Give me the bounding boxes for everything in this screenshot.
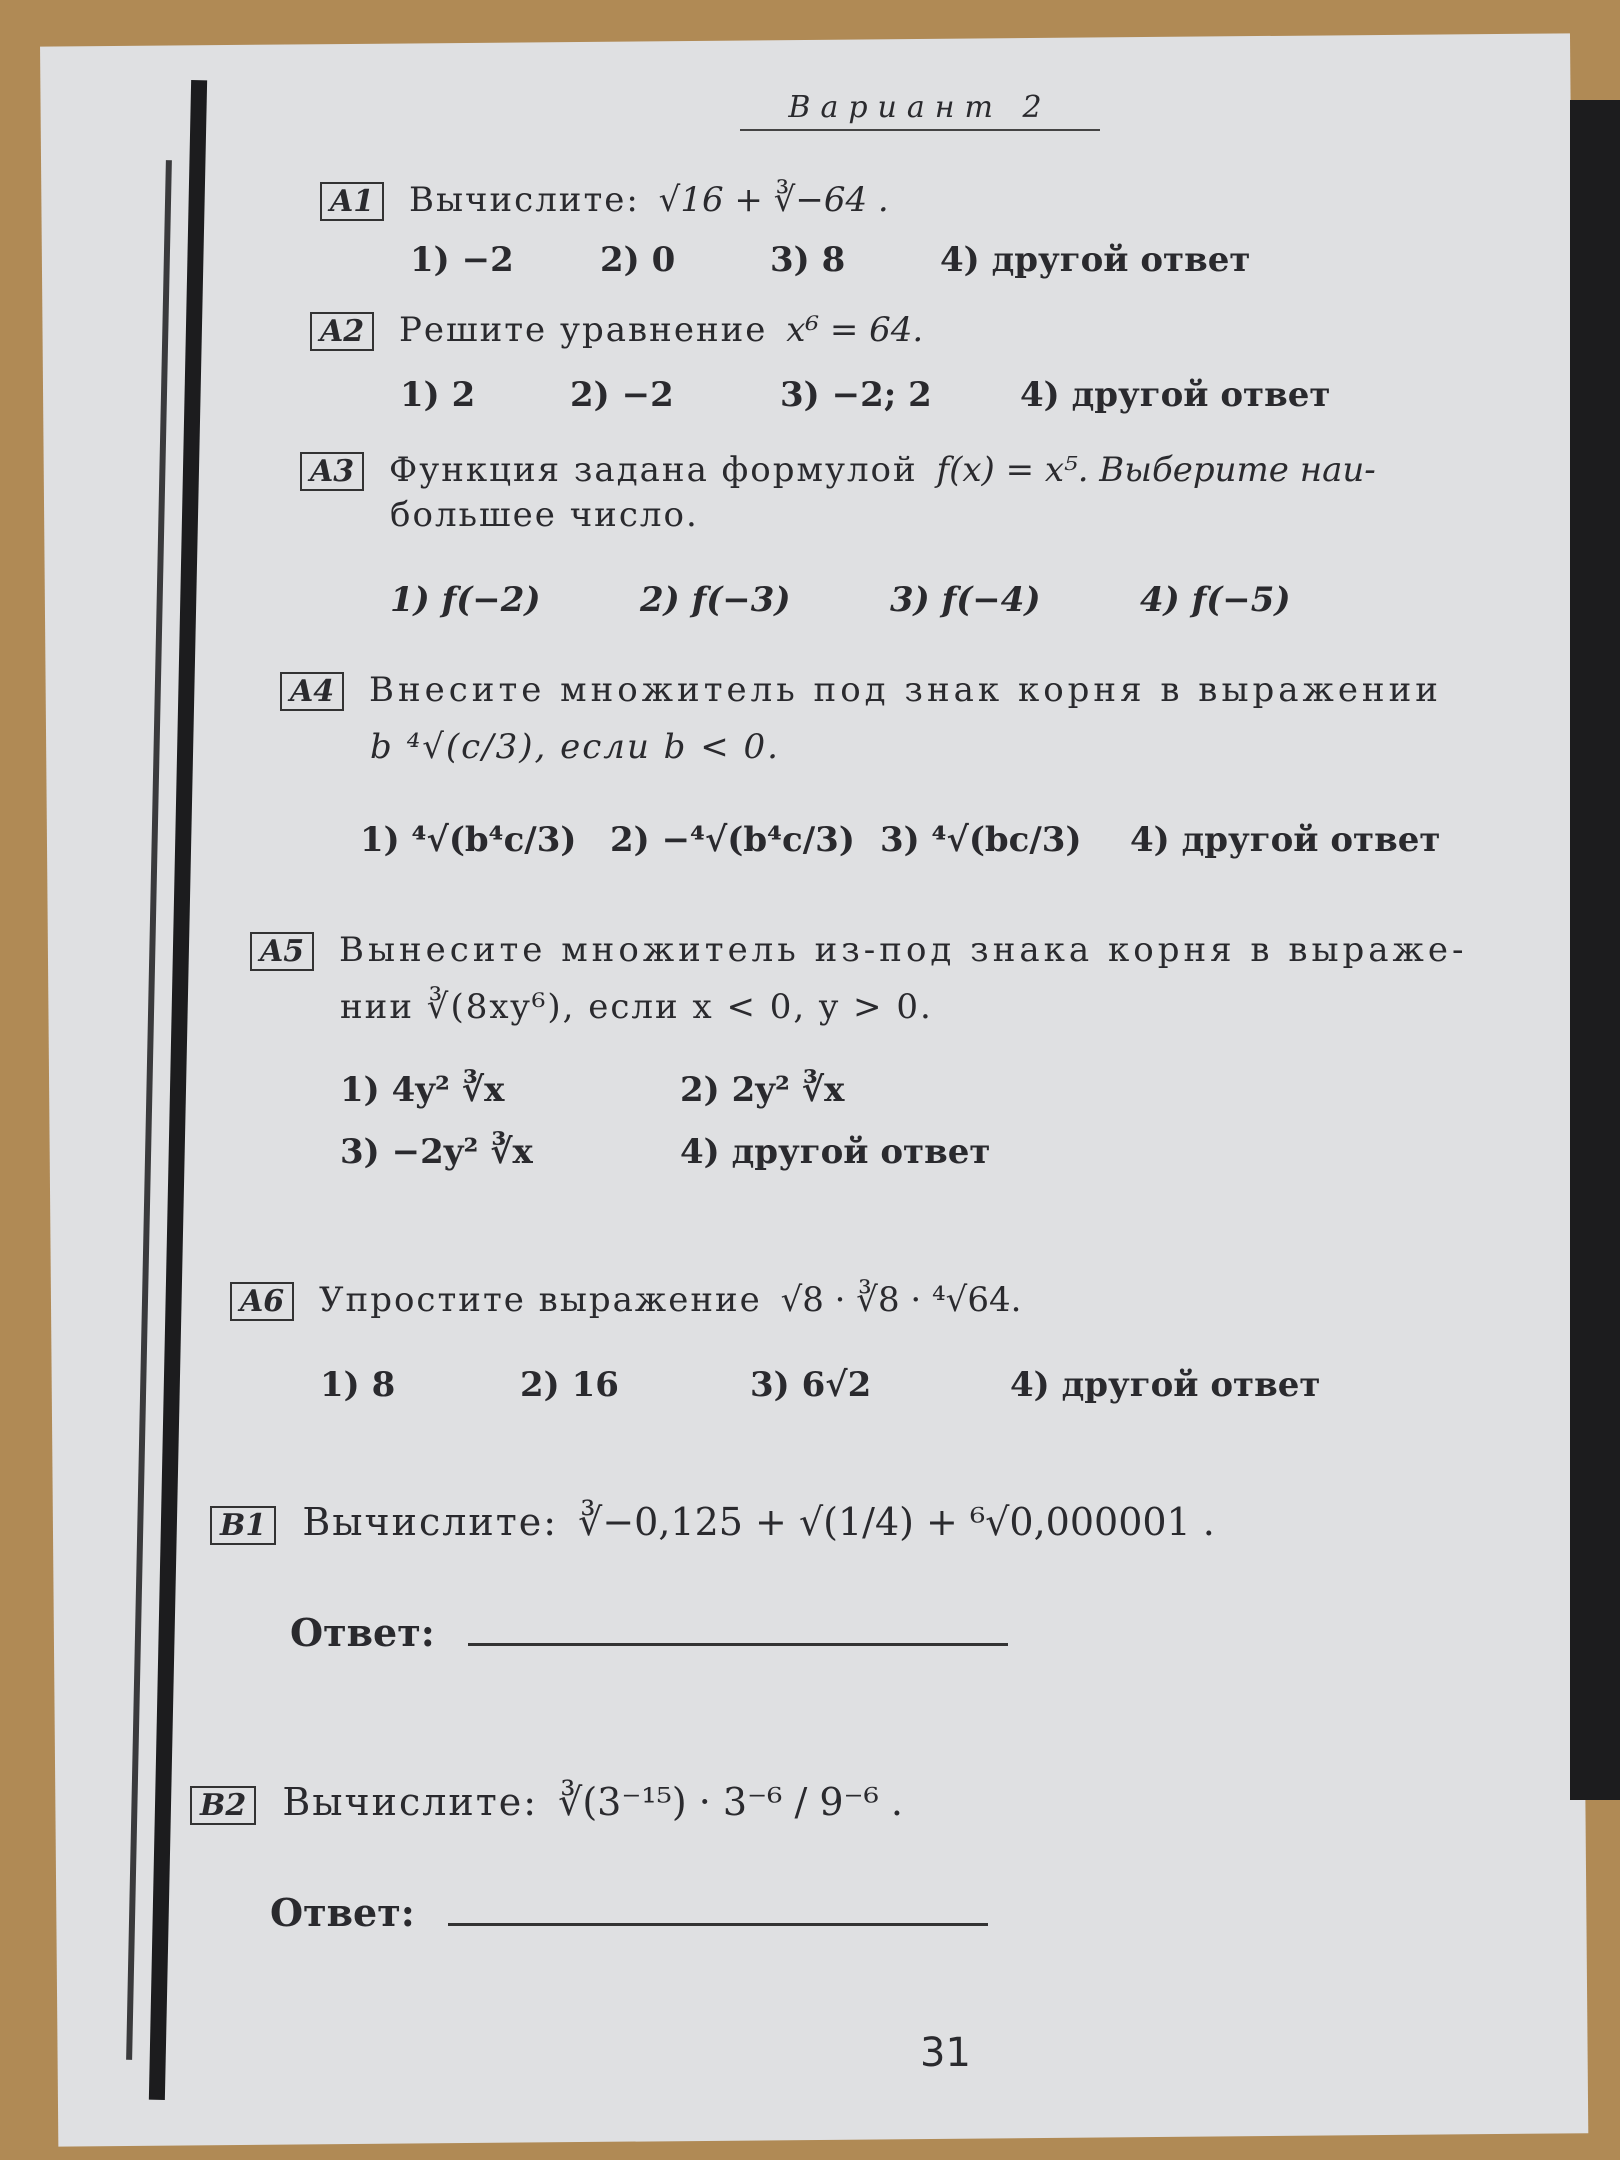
option[interactable]: 3) 8: [770, 240, 846, 280]
option[interactable]: 1) 2: [400, 375, 476, 415]
task-b2: [190, 1780, 903, 1825]
task-text-line2: большее число.: [390, 495, 699, 535]
options-a1: [410, 240, 1410, 290]
option[interactable]: 2) f(−3): [640, 580, 791, 620]
task-label: B2: [190, 1786, 256, 1825]
task-formula: x⁶ = 64.: [786, 310, 924, 350]
task-text-line2: нии ∛(8xy⁶), если x < 0, y > 0.: [340, 987, 933, 1027]
option[interactable]: 4) другой ответ: [1020, 375, 1331, 415]
task-label: A2: [310, 312, 374, 351]
options-a2: [400, 375, 1400, 425]
task-text: Упростите выражение: [318, 1280, 762, 1320]
answer-label: Ответ:: [290, 1610, 435, 1655]
option[interactable]: 2) −⁴√(b⁴c/3): [610, 820, 855, 860]
option[interactable]: 2) 0: [600, 240, 676, 280]
answer-line[interactable]: [448, 1913, 988, 1926]
answer-row-b1: [290, 1610, 1008, 1655]
option[interactable]: 2) −2: [570, 375, 674, 415]
options-a3: [390, 580, 1390, 630]
options-a5: [340, 1070, 1240, 1200]
task-text: Вынесите множитель из-под знака корня в выраже-: [338, 930, 1468, 970]
option[interactable]: 4) f(−5): [1140, 580, 1291, 620]
options-a4: [360, 820, 1460, 880]
task-text: Решите уравнение: [398, 310, 768, 350]
task-text: Вычислите:: [408, 180, 640, 220]
answer-line[interactable]: [468, 1633, 1008, 1646]
option[interactable]: 2) 16: [520, 1365, 619, 1405]
task-b1: [210, 1500, 1215, 1545]
variant-title: Вариант 2: [740, 90, 1100, 131]
option[interactable]: 4) другой ответ: [1010, 1365, 1321, 1405]
task-a4: [280, 670, 1520, 767]
task-a3: [300, 450, 1480, 535]
option[interactable]: 3) f(−4): [890, 580, 1041, 620]
option[interactable]: 3) −2; 2: [780, 375, 932, 415]
option[interactable]: 4) другой ответ: [940, 240, 1251, 280]
task-text-line2: b ⁴√(c/3), если b < 0.: [370, 727, 780, 767]
answer-label: Ответ:: [270, 1890, 415, 1935]
task-label: A6: [230, 1282, 294, 1321]
option[interactable]: 1) ⁴√(b⁴c/3): [360, 820, 577, 860]
option[interactable]: 4) другой ответ: [680, 1132, 991, 1172]
option[interactable]: 1) f(−2): [390, 580, 541, 620]
option[interactable]: 3) 6√2: [750, 1365, 872, 1405]
task-label: A4: [280, 672, 344, 711]
task-a5: [250, 930, 1510, 1027]
task-text: Функция задана формулой: [388, 450, 918, 490]
paper-edge-right: [1570, 100, 1620, 1800]
task-a6: [230, 1280, 1021, 1321]
task-label: A3: [300, 452, 364, 491]
task-label: B1: [210, 1506, 276, 1545]
option[interactable]: 3) −2y² ∛x: [340, 1132, 533, 1172]
option[interactable]: 1) 4y² ∛x: [340, 1070, 505, 1110]
option[interactable]: 2) 2y² ∛x: [680, 1070, 845, 1110]
task-text: Вычислите:: [282, 1780, 539, 1824]
page-number: 31: [920, 2030, 971, 2076]
task-label: A5: [250, 932, 314, 971]
task-a2: [310, 310, 923, 351]
answer-row-b2: [270, 1890, 988, 1935]
option[interactable]: 3) ⁴√(bc/3): [880, 820, 1082, 860]
task-label: A1: [320, 182, 384, 221]
option[interactable]: 1) −2: [410, 240, 514, 280]
task-text: Вычислите:: [302, 1500, 559, 1544]
options-a6: [320, 1365, 1420, 1415]
option[interactable]: 1) 8: [320, 1365, 396, 1405]
task-a1: [320, 180, 889, 221]
task-formula: √16 + ∛−64 .: [658, 180, 889, 220]
task-formula: ∛(3⁻¹⁵) · 3⁻⁶ / 9⁻⁶ .: [558, 1780, 903, 1824]
option[interactable]: 4) другой ответ: [1130, 820, 1441, 860]
task-formula: ∛−0,125 + √(1/4) + ⁶√0,000001 .: [578, 1500, 1215, 1544]
task-text: Внесите множитель под знак корня в выражении: [368, 670, 1442, 710]
task-formula: √8 · ∛8 · ⁴√64.: [780, 1280, 1022, 1320]
task-formula: f(x) = x⁵. Выберите наи-: [936, 450, 1376, 490]
